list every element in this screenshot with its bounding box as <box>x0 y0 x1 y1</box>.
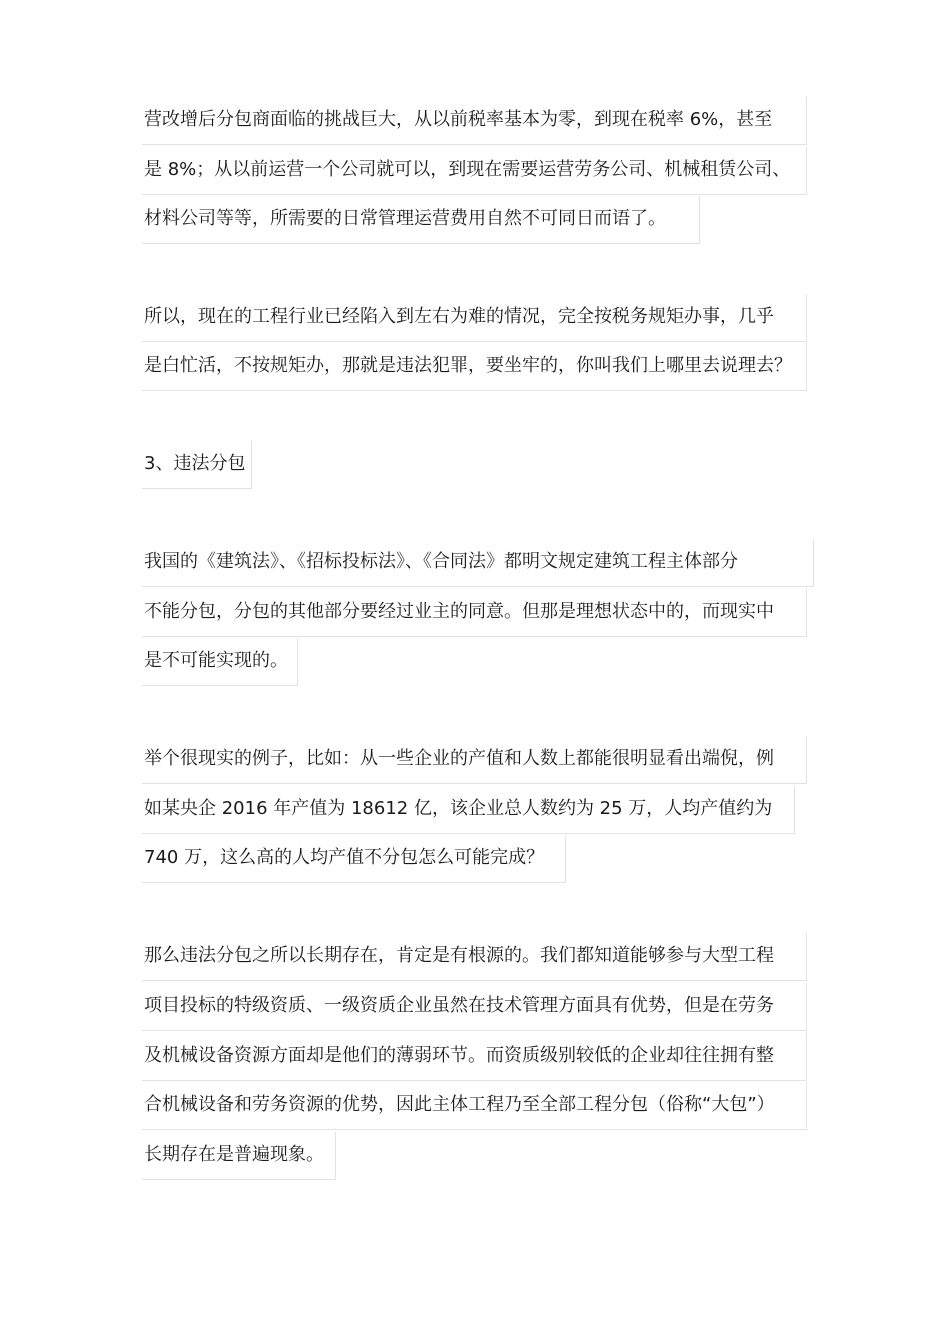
paragraph-5-line-3: 及机械设备资源方面却是他们的薄弱环节。而资质级别较低的企业却往往拥有整 <box>142 1033 807 1081</box>
paragraph-5-line-4: 合机械设备和劳务资源的优势，因此主体工程乃至全部工程分包（俗称“大包”） <box>142 1082 807 1130</box>
paragraph-4-line-3: 740 万，这么高的人均产值不分包怎么可能完成？ <box>142 835 566 883</box>
paragraph-1-line-3: 材料公司等等，所需要的日常管理运营费用自然不可同日而语了。 <box>142 196 700 244</box>
paragraph-5-line-1: 那么违法分包之所以长期存在，肯定是有根源的。我们都知道能够参与大型工程 <box>142 933 807 981</box>
section-heading: 3、违法分包 <box>142 441 252 489</box>
paragraph-3-line-3: 是不可能实现的。 <box>142 638 298 686</box>
paragraph-4-line-1: 举个很现实的例子，比如：从一些企业的产值和人数上都能很明显看出端倪，例 <box>142 736 807 784</box>
paragraph-2-line-1: 所以，现在的工程行业已经陷入到左右为难的情况，完全按税务规矩办事，几乎 <box>142 294 807 342</box>
paragraph-5-line-2: 项目投标的特级资质、一级资质企业虽然在技术管理方面具有优势，但是在劳务 <box>142 983 807 1031</box>
paragraph-4-line-2: 如某央企 2016 年产值为 18612 亿，该企业总人数约为 25 万，人均产值约为 <box>142 786 795 834</box>
paragraph-1-line-1: 营改增后分包商面临的挑战巨大，从以前税率基本为零，到现在税率 6%，甚至 <box>142 97 807 145</box>
paragraph-5-line-5: 长期存在是普遍现象。 <box>142 1132 336 1180</box>
paragraph-2-line-2: 是白忙活，不按规矩办，那就是违法犯罪，要坐牢的，你叫我们上哪里去说理去？ <box>142 343 807 391</box>
paragraph-1-line-2: 是 8%；从以前运营一个公司就可以，到现在需要运营劳务公司、机械租赁公司、 <box>142 147 807 195</box>
paragraph-3-line-1: 我国的《建筑法》、《招标投标法》、《合同法》都明文规定建筑工程主体部分 <box>142 539 814 587</box>
paragraph-3-line-2: 不能分包，分包的其他部分要经过业主的同意。但那是理想状态中的，而现实中 <box>142 589 807 637</box>
